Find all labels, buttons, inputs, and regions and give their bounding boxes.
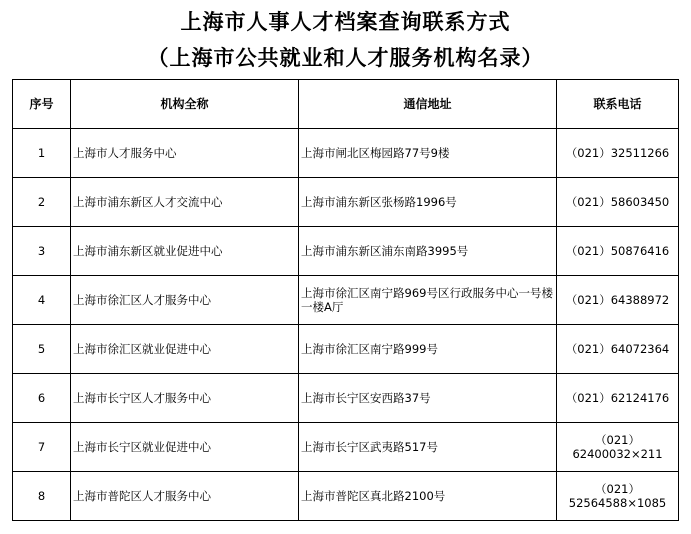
row-address: 上海市闸北区梅园路77号9楼	[299, 129, 557, 178]
table-row	[13, 423, 679, 472]
table-header-row	[13, 80, 679, 129]
row-name: 上海市浦东新区就业促进中心	[71, 227, 299, 276]
row-name: 上海市浦东新区人才交流中心	[71, 178, 299, 227]
row-phone: （021）64388972	[557, 276, 679, 325]
row-address: 上海市浦东新区张杨路1996号	[299, 178, 557, 227]
table-row	[13, 178, 679, 227]
row-no: 2	[13, 178, 71, 227]
row-name: 上海市徐汇区人才服务中心	[71, 276, 299, 325]
table-row	[13, 472, 679, 521]
document-title: 上海市人事人才档案查询联系方式	[180, 9, 511, 34]
row-phone: （021）58603450	[557, 178, 679, 227]
document-subtitle: （上海市公共就业和人才服务机构名录）	[147, 45, 544, 70]
row-phone: （021）52564588×1085	[557, 472, 679, 521]
row-no: 6	[13, 374, 71, 423]
row-phone: （021）64072364	[557, 325, 679, 374]
header-phone: 联系电话	[557, 80, 679, 129]
row-address: 上海市徐汇区南宁路999号	[299, 325, 557, 374]
row-name: 上海市徐汇区就业促进中心	[71, 325, 299, 374]
row-no: 7	[13, 423, 71, 472]
row-phone: （021）50876416	[557, 227, 679, 276]
table-row	[13, 276, 679, 325]
row-no: 3	[13, 227, 71, 276]
table-row	[13, 325, 679, 374]
header-address: 通信地址	[299, 80, 557, 129]
header-no: 序号	[13, 80, 71, 129]
row-name: 上海市普陀区人才服务中心	[71, 472, 299, 521]
table-row	[13, 374, 679, 423]
row-address: 上海市浦东新区浦东南路3995号	[299, 227, 557, 276]
row-no: 5	[13, 325, 71, 374]
row-name: 上海市长宁区就业促进中心	[71, 423, 299, 472]
table-row	[13, 227, 679, 276]
table-row	[13, 129, 679, 178]
header-name: 机构全称	[71, 80, 299, 129]
row-address: 上海市普陀区真北路2100号	[299, 472, 557, 521]
row-phone: （021）62400032×211	[557, 423, 679, 472]
row-no: 1	[13, 129, 71, 178]
row-name: 上海市人才服务中心	[71, 129, 299, 178]
contact-table	[12, 79, 679, 521]
row-address: 上海市徐汇区南宁路969号区行政服务中心一号楼一楼A厅	[299, 276, 557, 325]
row-no: 4	[13, 276, 71, 325]
row-address: 上海市长宁区安西路37号	[299, 374, 557, 423]
row-phone: （021）32511266	[557, 129, 679, 178]
row-name: 上海市长宁区人才服务中心	[71, 374, 299, 423]
row-no: 8	[13, 472, 71, 521]
row-phone: （021）62124176	[557, 374, 679, 423]
row-address: 上海市长宁区武夷路517号	[299, 423, 557, 472]
